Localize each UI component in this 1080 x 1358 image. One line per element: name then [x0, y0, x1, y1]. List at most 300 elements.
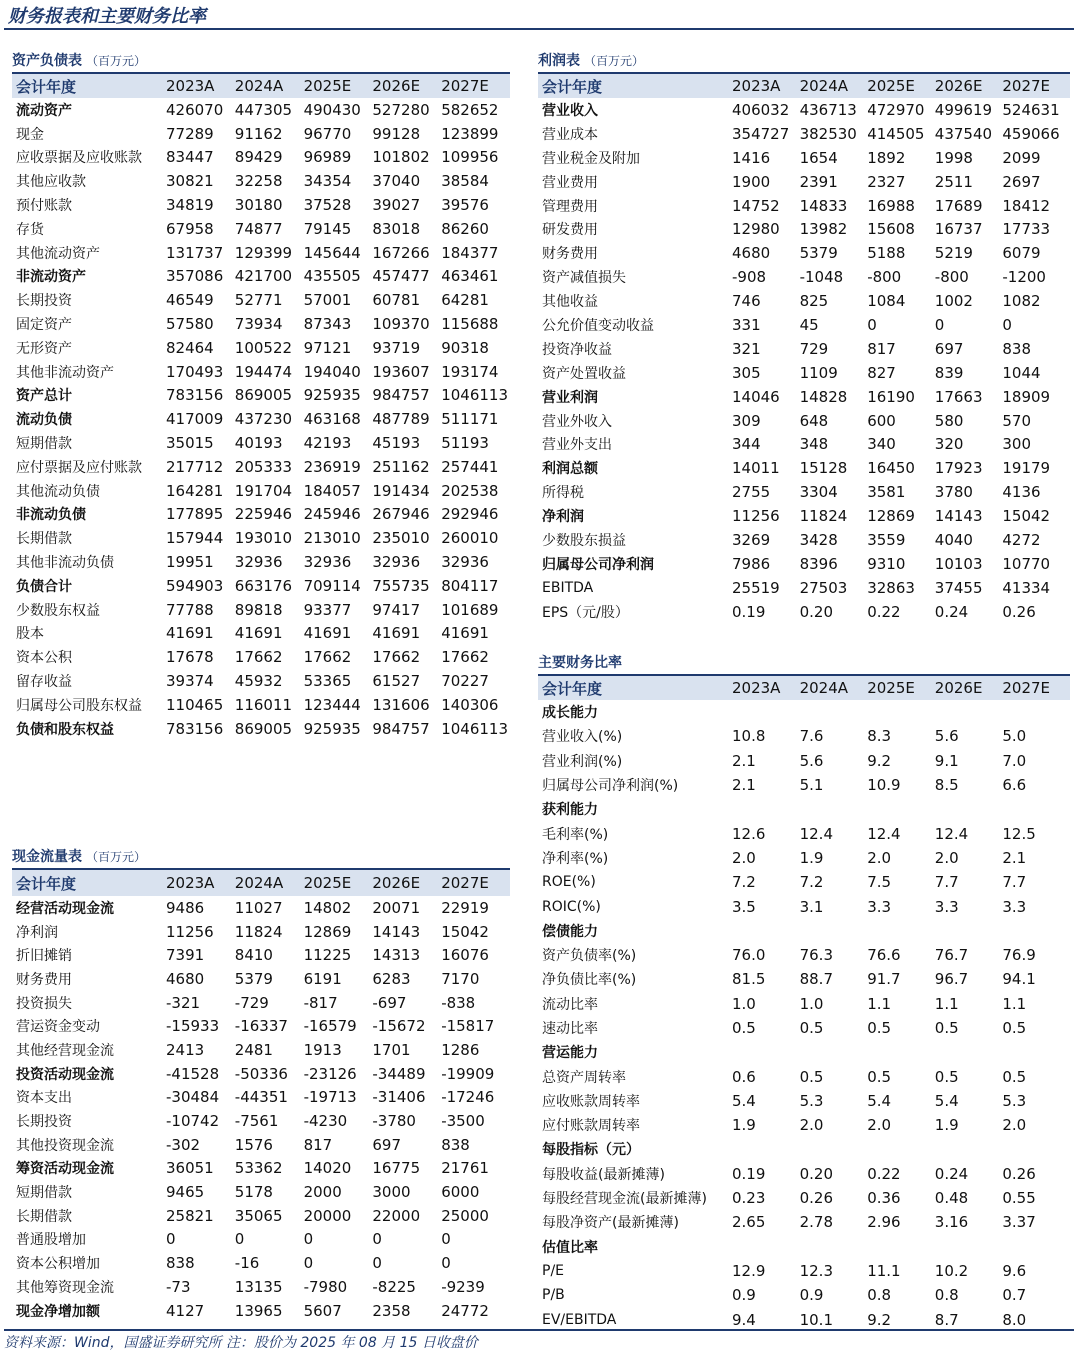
- cell-value: -19713: [303, 1088, 357, 1107]
- cell-value: -838: [441, 993, 476, 1012]
- cell-value: 193010: [234, 529, 293, 548]
- cell-value: 321: [732, 339, 761, 358]
- cell-value: 5379: [234, 969, 273, 988]
- cell-value: [1002, 797, 1070, 821]
- cell-value: 73934: [234, 315, 283, 334]
- cell-value: [867, 919, 935, 943]
- cell-value: 97417: [372, 600, 421, 619]
- year-header: 2027E: [441, 874, 489, 892]
- cell-value: 1701: [372, 1040, 411, 1059]
- cell-value: 839: [934, 363, 964, 382]
- table-row: [12, 645, 510, 669]
- cell-value: 825: [799, 292, 829, 311]
- cell-value: 34819: [166, 196, 214, 215]
- table-row: [538, 967, 1070, 991]
- row-label: 流动比率: [542, 996, 598, 1013]
- row-label: 资本公积增加: [16, 1256, 100, 1273]
- cell-value: 12980: [732, 220, 780, 239]
- income-statement-table: [538, 74, 1070, 624]
- cell-value: -4230: [303, 1112, 348, 1131]
- cell-value: 331: [732, 315, 761, 334]
- cell-value: 2.96: [867, 1213, 901, 1232]
- cell-value: 0: [303, 1230, 314, 1249]
- cell-value: 1998: [934, 148, 973, 167]
- cell-value: 193607: [372, 362, 430, 381]
- cell-value: [1002, 1040, 1070, 1064]
- cell-value: 81.5: [732, 970, 766, 989]
- table-row: [12, 1251, 510, 1275]
- row-label: 存货: [16, 221, 44, 238]
- cell-value: 88.7: [799, 970, 833, 989]
- cell-value: 35015: [166, 434, 214, 453]
- cell-value: 1.1: [934, 994, 959, 1013]
- cell-value: 8.0: [1002, 1310, 1027, 1329]
- cell-value: 184057: [303, 481, 361, 500]
- cell-value: 9.2: [867, 751, 892, 770]
- cell-value: 309: [732, 411, 761, 430]
- cell-value: 245946: [303, 505, 361, 524]
- cell-value: [867, 1137, 935, 1161]
- cell-value: 145644: [303, 243, 361, 262]
- cell-value: 3780: [934, 483, 973, 502]
- table-row: [538, 432, 1070, 456]
- cell-value: 12.4: [867, 824, 901, 843]
- cell-value: 52771: [234, 291, 283, 310]
- cell-value: 109956: [441, 148, 499, 167]
- cell-value: 12.5: [1002, 824, 1036, 843]
- cell-value: 213010: [303, 529, 361, 548]
- cell-value: 0.22: [867, 602, 901, 621]
- table-row: [12, 241, 510, 265]
- cell-value: 4272: [1002, 530, 1041, 549]
- cell-value: 2481: [234, 1040, 273, 1059]
- cell-value: 91.7: [867, 970, 901, 989]
- balance-sheet-table: [12, 74, 510, 741]
- row-label: 营业收入(%): [542, 729, 623, 746]
- cell-value: 300: [1002, 435, 1032, 454]
- row-label: 归属母公司净利润(%): [542, 778, 679, 795]
- cell-value: 32258: [234, 172, 283, 191]
- income-statement-title-text: 利润表: [538, 53, 580, 69]
- cell-value: 164281: [166, 481, 224, 500]
- cell-value: -73: [166, 1277, 191, 1296]
- cell-value: 99128: [372, 124, 421, 143]
- cell-value: 202538: [441, 481, 499, 500]
- row-label: 营业费用: [542, 174, 598, 191]
- cell-value: 41334: [1002, 578, 1051, 597]
- cell-value: 1.0: [799, 994, 824, 1013]
- cell-value: 57001: [303, 291, 352, 310]
- cell-value: 77788: [166, 600, 214, 619]
- table-row: [538, 992, 1070, 1016]
- source-note: 资料来源：Wind，国盛证券研究所 注：股价为 2025 年 08 月 15 日收盘价: [4, 1335, 478, 1351]
- cell-value: 13982: [799, 220, 848, 239]
- row-label: P/E: [542, 1262, 565, 1279]
- cell-value: 7170: [441, 969, 480, 988]
- cell-value: -697: [372, 993, 407, 1012]
- cell-value: [732, 700, 800, 724]
- table-row: [538, 265, 1070, 289]
- cell-value: 177895: [166, 505, 224, 524]
- table-row: [538, 821, 1070, 845]
- cell-value: [732, 1235, 800, 1259]
- row-label: 其他流动负债: [16, 483, 100, 500]
- cell-value: 648: [799, 411, 829, 430]
- table-row: [538, 1162, 1070, 1186]
- table-row: [12, 717, 510, 741]
- cell-value: 0.5: [732, 1019, 756, 1037]
- cell-value: 0.5: [799, 1019, 824, 1037]
- cell-value: -7561: [234, 1112, 279, 1131]
- row-label: 少数股东损益: [542, 532, 626, 549]
- row-label: 其他筹资现金流: [16, 1279, 114, 1296]
- cell-value: [867, 797, 935, 821]
- cell-value: 344: [732, 435, 761, 454]
- row-label: 投资活动现金流: [16, 1066, 114, 1083]
- row-label: 管理费用: [542, 198, 598, 215]
- footer-rule: [4, 1329, 1074, 1331]
- row-label: 每股净资产(最新摊薄): [542, 1215, 679, 1232]
- cell-value: -15817: [441, 1017, 495, 1036]
- cell-value: 41691: [372, 624, 421, 643]
- table-row: [12, 360, 510, 384]
- cell-value: 426070: [166, 100, 224, 119]
- cell-value: [935, 700, 1003, 724]
- cell-value: 5.1: [799, 776, 824, 795]
- fiscal-year-header: 会计年度: [16, 77, 77, 96]
- cell-value: 45193: [372, 434, 421, 453]
- row-label: 营业利润: [542, 389, 598, 406]
- table-row: [12, 693, 510, 717]
- table-row: [538, 919, 1070, 943]
- cell-value: 5188: [867, 244, 906, 263]
- table-row: [12, 1086, 510, 1110]
- table-row: [12, 1299, 510, 1323]
- year-header: 2027E: [441, 77, 489, 95]
- cell-value: 19951: [166, 553, 214, 572]
- row-label: 折旧摊销: [16, 948, 72, 965]
- cell-value: -7980: [303, 1277, 348, 1296]
- cell-value: 17733: [1002, 220, 1051, 239]
- cell-value: 267946: [372, 505, 430, 524]
- row-label: EBITDA: [542, 579, 594, 596]
- cell-value: 746: [732, 292, 761, 311]
- row-label: 其他经营现金流: [16, 1042, 114, 1059]
- ratios-title: [538, 652, 622, 672]
- cell-value: 236919: [303, 457, 361, 476]
- row-label: 其他非流动资产: [16, 364, 114, 381]
- cell-value: 42193: [303, 434, 352, 453]
- cell-value: 0.26: [799, 1189, 833, 1208]
- cell-value: 663176: [234, 576, 293, 595]
- table-row: [12, 526, 510, 550]
- cell-value: 417009: [166, 410, 224, 429]
- cell-value: 16775: [372, 1159, 421, 1178]
- cell-value: 6.6: [1002, 776, 1027, 795]
- cell-value: 14833: [799, 196, 848, 215]
- cell-value: 83018: [372, 219, 421, 238]
- cell-value: 11027: [234, 898, 283, 917]
- row-label: 其他应收款: [16, 174, 86, 191]
- cell-value: 90318: [441, 338, 489, 357]
- cell-value: 77289: [166, 124, 214, 143]
- cell-value: 2.0: [867, 848, 892, 867]
- cell-value: 14046: [732, 387, 780, 406]
- cell-value: 184377: [441, 243, 499, 262]
- cell-value: 0.48: [934, 1189, 969, 1208]
- table-row: [12, 265, 510, 289]
- cell-value: 96.7: [934, 970, 969, 989]
- cell-value: 24772: [441, 1301, 489, 1320]
- cell-value: 16988: [867, 196, 915, 215]
- table-row: [538, 241, 1070, 265]
- cell-value: 194040: [303, 362, 361, 381]
- table-row: [538, 1283, 1070, 1307]
- cell-value: [935, 919, 1003, 943]
- cell-value: -729: [234, 993, 269, 1012]
- row-label: 营业利润(%): [542, 753, 623, 770]
- cell-value: 783156: [166, 719, 224, 738]
- table-row: [12, 920, 510, 944]
- row-label: 流动负债: [16, 412, 72, 429]
- cell-value: 7.0: [1002, 751, 1027, 770]
- fiscal-year-header: 会计年度: [16, 874, 77, 893]
- cell-value: 0.7: [1002, 1286, 1027, 1305]
- row-label: 预付账款: [16, 198, 72, 215]
- cell-value: 16737: [934, 220, 983, 239]
- cell-value: 12.4: [934, 824, 969, 843]
- cell-value: 16450: [867, 459, 915, 478]
- cell-value: 354727: [732, 124, 790, 143]
- cell-value: 12.6: [732, 824, 766, 843]
- table-row: [538, 773, 1070, 797]
- cell-value: 5607: [303, 1301, 342, 1320]
- cell-value: 5.4: [732, 1091, 756, 1110]
- cell-value: 5.3: [1002, 1091, 1027, 1110]
- balance-sheet-title: [12, 50, 146, 70]
- cell-value: 9.4: [732, 1310, 756, 1329]
- table-row: [12, 193, 510, 217]
- cell-value: 10770: [1002, 554, 1051, 573]
- cell-value: 5.4: [867, 1091, 892, 1110]
- row-label: 资本公积: [16, 650, 72, 667]
- section-label: 偿债能力: [542, 923, 598, 940]
- cell-value: 17662: [234, 648, 283, 667]
- cell-value: [732, 1040, 800, 1064]
- table-row: [538, 456, 1070, 480]
- table-row: [12, 217, 510, 241]
- cell-value: 570: [1002, 411, 1032, 430]
- cell-value: 2327: [867, 172, 906, 191]
- cell-value: 170493: [166, 362, 224, 381]
- cell-value: 0: [372, 1230, 382, 1249]
- row-label: 无形资产: [16, 340, 72, 357]
- cell-value: -31406: [372, 1088, 426, 1107]
- cell-value: -16: [234, 1254, 260, 1273]
- cell-value: 15128: [799, 459, 848, 478]
- cell-value: 7.7: [1002, 873, 1027, 892]
- cell-value: 0.26: [1002, 1164, 1036, 1183]
- cell-value: -800: [867, 268, 902, 287]
- table-row: [538, 1113, 1070, 1137]
- year-header: 2025E: [303, 77, 352, 95]
- table-row: [12, 146, 510, 170]
- cell-value: 60781: [372, 291, 421, 310]
- cell-value: 17923: [934, 459, 983, 478]
- cell-value: 382530: [799, 124, 857, 143]
- cell-value: 9465: [166, 1183, 205, 1202]
- cell-value: 421700: [234, 267, 293, 286]
- cell-value: 25821: [166, 1206, 214, 1225]
- cell-value: 7.7: [934, 873, 959, 892]
- cell-value: 115688: [441, 315, 499, 334]
- row-label: 其他收益: [542, 294, 598, 311]
- cell-value: -1048: [799, 268, 844, 287]
- cell-value: 9310: [867, 554, 906, 573]
- cell-value: 9.2: [867, 1310, 892, 1329]
- cell-value: 70227: [441, 672, 489, 691]
- cell-value: 7.2: [799, 873, 824, 892]
- cell-value: 260010: [441, 529, 499, 548]
- cell-value: -908: [732, 268, 767, 287]
- year-header: 2025E: [867, 679, 915, 697]
- cell-value: 414505: [867, 124, 925, 143]
- row-label: 营业成本: [542, 126, 598, 143]
- cell-value: 30821: [166, 172, 214, 191]
- cell-value: 817: [303, 1135, 333, 1154]
- cash-flow-panel: [12, 846, 510, 1330]
- fiscal-year-header: 会计年度: [542, 679, 603, 698]
- row-label: 固定资产: [16, 317, 72, 334]
- cell-value: 437230: [234, 410, 293, 429]
- cell-value: -3780: [372, 1112, 416, 1131]
- cell-value: 1046113: [441, 719, 508, 738]
- cell-value: 3000: [372, 1183, 411, 1202]
- cell-value: -9239: [441, 1277, 485, 1296]
- cell-value: 11824: [799, 507, 848, 526]
- cell-value: 0.22: [867, 1164, 901, 1183]
- row-label: 归属母公司净利润: [542, 556, 654, 573]
- cell-value: 51193: [441, 434, 489, 453]
- cell-value: 2.78: [799, 1213, 833, 1232]
- row-label: 经营活动现金流: [16, 900, 114, 917]
- table-row: [12, 384, 510, 408]
- cell-value: 101802: [372, 148, 430, 167]
- cell-value: 0.36: [867, 1189, 901, 1208]
- cell-value: 39027: [372, 196, 421, 215]
- cell-value: 1046113: [441, 386, 508, 405]
- cell-value: 6283: [372, 969, 411, 988]
- row-label: 净负债比率(%): [542, 972, 637, 989]
- cell-value: 925935: [303, 719, 361, 738]
- table-row: [538, 217, 1070, 241]
- row-label: 现金: [16, 126, 44, 143]
- row-label: 长期投资: [16, 1114, 72, 1131]
- cell-value: 3559: [867, 530, 906, 549]
- row-label: 归属母公司股东权益: [16, 697, 142, 714]
- cell-value: [935, 1235, 1003, 1259]
- income-statement-title: [538, 50, 644, 70]
- cell-value: 167266: [372, 243, 430, 262]
- cell-value: -321: [166, 993, 201, 1012]
- table-row: [538, 1016, 1070, 1040]
- cell-value: 1.1: [1002, 994, 1027, 1013]
- cell-value: 2755: [732, 483, 771, 502]
- cell-value: 1416: [732, 148, 771, 167]
- cell-value: 14828: [799, 387, 848, 406]
- table-row: [12, 336, 510, 360]
- cell-value: 5.3: [799, 1091, 824, 1110]
- cell-value: 32936: [303, 553, 352, 572]
- cell-value: 11.1: [867, 1261, 901, 1280]
- cell-value: 511171: [441, 410, 499, 429]
- cell-value: -50336: [234, 1064, 288, 1083]
- cell-value: [867, 1235, 935, 1259]
- cell-value: 41691: [166, 624, 214, 643]
- cell-value: 37528: [303, 196, 352, 215]
- year-header: 2026E: [372, 874, 421, 892]
- section-label: 每股指标（元）: [542, 1142, 640, 1159]
- cell-value: -16579: [303, 1017, 357, 1036]
- cell-value: 157944: [166, 529, 224, 548]
- cell-value: 53362: [234, 1159, 283, 1178]
- cell-value: 0.20: [799, 602, 833, 621]
- row-label: 其他投资现金流: [16, 1137, 114, 1154]
- cell-value: 3269: [732, 530, 771, 549]
- row-label: 资产负债率(%): [542, 948, 637, 965]
- cell-value: 10.2: [934, 1261, 969, 1280]
- cell-value: 37455: [934, 578, 983, 597]
- row-label: 投资净收益: [542, 341, 612, 358]
- cell-value: 0.5: [867, 1019, 892, 1037]
- cell-value: 0.6: [732, 1067, 756, 1086]
- cell-value: 76.7: [934, 946, 969, 965]
- cell-value: -30484: [166, 1088, 220, 1107]
- cell-value: 7.6: [799, 727, 824, 746]
- table-row: [538, 870, 1070, 894]
- row-label: 现金净增加额: [16, 1303, 100, 1320]
- title-divider: [4, 28, 1074, 30]
- table-row: [538, 361, 1070, 385]
- cell-value: -44351: [234, 1088, 288, 1107]
- cell-value: 3428: [799, 530, 838, 549]
- cell-value: 3.1: [799, 897, 824, 916]
- year-header: 2024A: [234, 874, 284, 892]
- row-label: P/B: [542, 1287, 565, 1304]
- cell-value: 41691: [303, 624, 352, 643]
- table-row: [12, 169, 510, 193]
- cell-value: 2413: [166, 1040, 205, 1059]
- cell-value: -8225: [372, 1277, 416, 1296]
- row-label: 投资损失: [16, 995, 72, 1012]
- cell-value: 191434: [372, 481, 430, 500]
- cell-value: [1002, 919, 1070, 943]
- cell-value: 827: [867, 363, 896, 382]
- row-label: 资产处置收益: [542, 365, 626, 382]
- table-row: [12, 503, 510, 527]
- cell-value: 729: [799, 339, 829, 358]
- cell-value: 8396: [799, 554, 838, 573]
- cell-value: 20071: [372, 898, 421, 917]
- cell-value: 594903: [166, 576, 224, 595]
- table-row: [12, 1133, 510, 1157]
- cell-value: 11824: [234, 922, 283, 941]
- cell-value: -15933: [166, 1017, 220, 1036]
- year-header: 2027E: [1002, 679, 1051, 697]
- cell-value: -17246: [441, 1088, 495, 1107]
- table-row: [538, 846, 1070, 870]
- cell-value: 0.5: [934, 1067, 959, 1086]
